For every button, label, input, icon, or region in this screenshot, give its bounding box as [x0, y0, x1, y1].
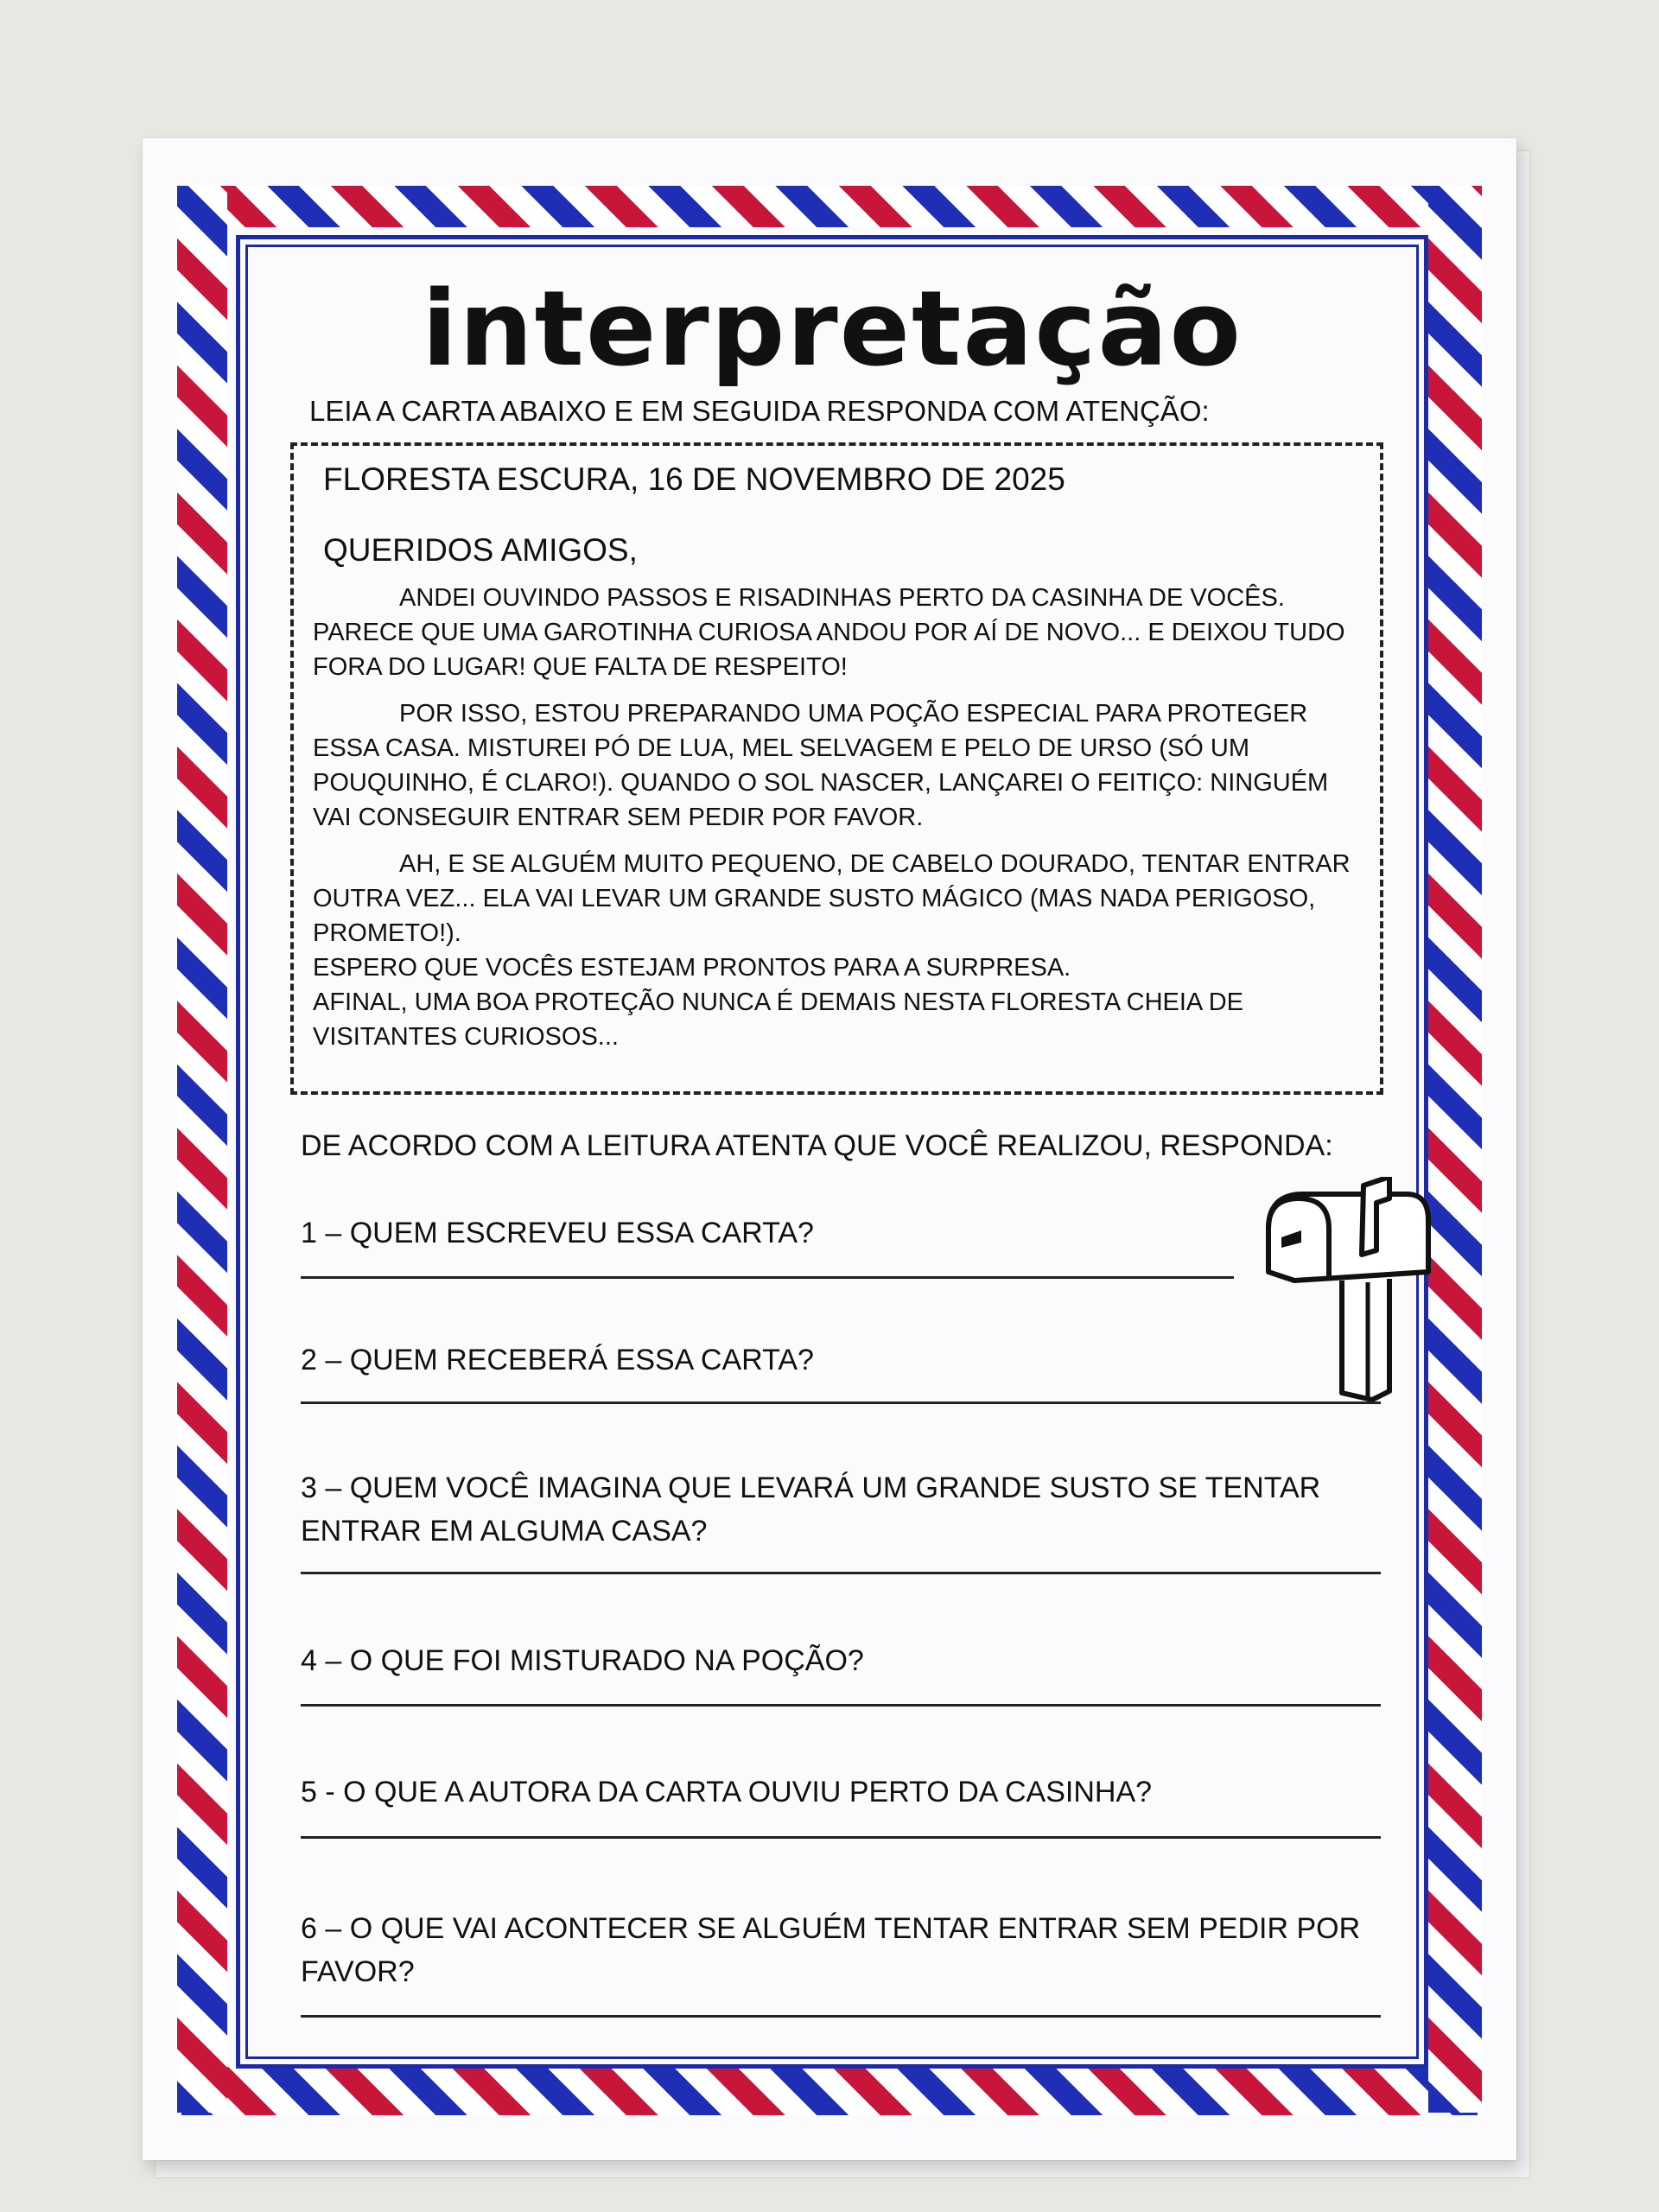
letter-paragraph: ESPERO QUE VOCÊS ESTEJAM PRONTOS PARA A SURPRESA. [313, 954, 1071, 982]
airmail-border-top [181, 186, 1478, 227]
letter-paragraph: POR ISSO, ESTOU PREPARANDO UMA POÇÃO ESPECIAL PARA PROTEGER ESSA CASA. MISTUREI PÓ DE LUA, MEL SELVAGEM E PELO DE URSO (SÓ UM POUQUINHO, É CLARO!). QUANDO O SOL NASCER, LANÇAREI O FEITIÇO: NINGUÉM VAI CONSEGUIR ENTRAR SEM PEDIR POR FAVOR. [313, 700, 1329, 831]
letter-greeting: QUERIDOS AMIGOS, [323, 532, 638, 568]
page-title: interpretação [422, 270, 1243, 390]
question-6: 6 – O QUE VAI ACONTECER SE ALGUÉM TENTAR ENTRAR SEM PEDIR POR FAVOR? [301, 1912, 1361, 1988]
answer-line-2[interactable] [301, 1402, 1381, 1404]
answer-line-6[interactable] [301, 2015, 1381, 2018]
question-5: 5 - O QUE A AUTORA DA CARTA OUVIU PERTO DA CASINHA? [301, 1776, 1153, 1808]
mailbox-icon [1260, 1177, 1433, 1402]
question-4: 4 – O QUE FOI MISTURADO NA POÇÃO? [301, 1644, 864, 1677]
airmail-border-right [1428, 186, 1482, 2113]
worksheet-page [143, 138, 1516, 2160]
answer-line-3[interactable] [301, 1572, 1381, 1574]
airmail-border-left [177, 186, 227, 2113]
question-2: 2 – QUEM RECEBERÁ ESSA CARTA? [301, 1344, 814, 1376]
question-3: 3 – QUEM VOCÊ IMAGINA QUE LEVARÁ UM GRANDE SUSTO SE TENTAR ENTRAR EM ALGUMA CASA? [301, 1471, 1321, 1548]
content-frame [236, 235, 1428, 2069]
letter-date: FLORESTA ESCURA, 16 DE NOVEMBRO DE 2025 [323, 461, 1065, 497]
letter-paragraph: AH, E SE ALGUÉM MUITO PEQUENO, DE CABELO DOURADO, TENTAR ENTRAR OUTRA VEZ... ELA VAI LEVAR UM GRANDE SUSTO MÁGICO (MAS NADA PERIGOSO, PROMETO!). [313, 850, 1351, 947]
question-1: 1 – QUEM ESCREVEU ESSA CARTA? [301, 1217, 814, 1249]
answer-line-4[interactable] [301, 1704, 1381, 1707]
airmail-border-bottom [181, 2067, 1478, 2115]
letter-paragraph: ANDEI OUVINDO PASSOS E RISADINHAS PERTO DA CASINHA DE VOCÊS. PARECE QUE UMA GAROTINHA CURIOSA ANDOU POR AÍ DE NOVO... E DEIXOU TUDO FORA DO LUGAR! QUE FALTA DE RESPEITO! [313, 584, 1345, 681]
answer-line-1[interactable] [301, 1276, 1234, 1279]
letter-box [290, 442, 1383, 1095]
letter-paragraph: AFINAL, UMA BOA PROTEÇÃO NUNCA É DEMAIS NESTA FLORESTA CHEIA DE VISITANTES CURIOSOS... [313, 988, 1244, 1051]
answer-line-5[interactable] [301, 1836, 1381, 1839]
instruction-text: LEIA A CARTA ABAIXO E EM SEGUIDA RESPONDA COM ATENÇÃO: [309, 395, 1210, 427]
questions-intro: DE ACORDO COM A LEITURA ATENTA QUE VOCÊ REALIZOU, RESPONDA: [301, 1129, 1333, 1162]
